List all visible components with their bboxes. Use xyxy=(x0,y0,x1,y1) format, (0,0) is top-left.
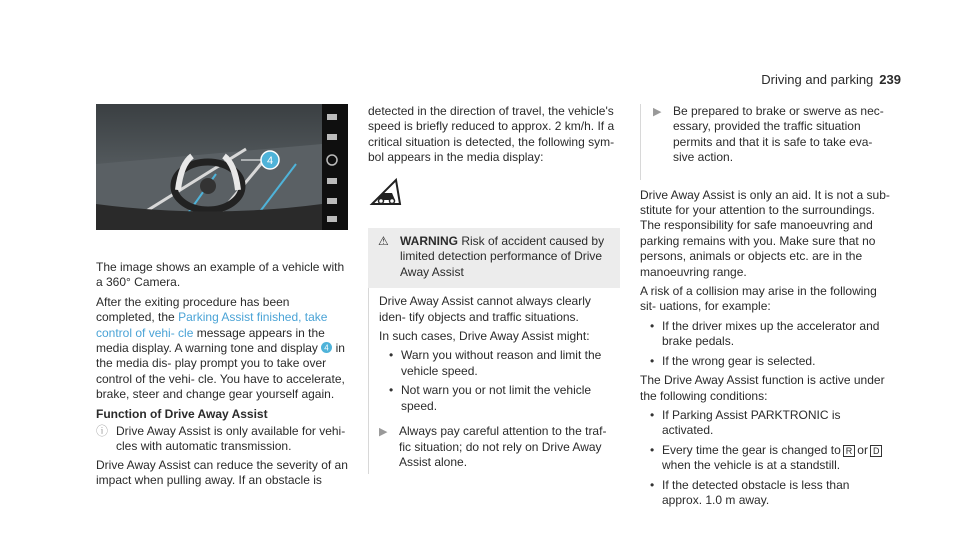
paragraph: The image shows an example of a vehicle with a 360° Camera. xyxy=(96,260,345,290)
camera-view-illustration xyxy=(96,104,348,230)
page-number: 239 xyxy=(879,72,901,87)
gear-d-key: D xyxy=(870,445,883,457)
list-item: • Not warn you or not limit the vehicle speed. xyxy=(393,383,610,414)
svg-text:4: 4 xyxy=(266,155,274,167)
page-header xyxy=(761,72,901,87)
camera-image xyxy=(96,104,348,230)
note-icon: ⓘ xyxy=(96,424,109,439)
arrow-icon: ▶ xyxy=(379,426,388,439)
section-heading: Function of Drive Away Assist xyxy=(96,406,268,421)
paragraph: Drive Away Assist is only an aid. It is not a sub- stitute for your attention to the surroundings. The responsibility for safe manoeuvring and parking remains with you. Make sure that no persons, animals or objects etc. are in the manoeuvring range. xyxy=(640,187,890,279)
column-2 xyxy=(368,104,620,474)
column-1 xyxy=(96,104,348,493)
paragraph: The Drive Away Assist function is active under the following conditions: xyxy=(640,373,885,403)
list-item: • If the driver mixes up the accelerator and brake pedals. xyxy=(654,319,892,350)
paragraph: After the exiting procedure has been completed, the Parking Assist finished, take control of vehi- cle message appears in the media display. A warning tone and display 4 in the media dis- play prompt you to take over control of the vehi- cle. You have to accelerate, brake, steer and change gear yourself again. xyxy=(96,294,345,402)
svg-text:4: 4 xyxy=(324,343,329,353)
warning-label: WARNING xyxy=(400,234,458,249)
list-item: • Every time the gear is changed to R or D when the vehicle is at a standstill. xyxy=(654,443,892,474)
gear-r-key: R xyxy=(843,445,856,457)
list-item: • Warn you without reason and limit the vehicle speed. xyxy=(393,348,610,379)
column-3 xyxy=(640,104,892,512)
warning-box xyxy=(368,228,620,288)
section-title: Driving and parking xyxy=(761,72,874,87)
paragraph: A risk of a collision may arise in the following sit- uations, for example: xyxy=(640,284,877,314)
paragraph: Drive Away Assist can reduce the severity of an impact when pulling away. If an obstacle is xyxy=(96,457,348,488)
car-collision-icon xyxy=(368,174,404,210)
arrow-icon: ▶ xyxy=(653,106,662,118)
list-item: • If the wrong gear is selected. xyxy=(654,354,892,369)
paragraph: detected in the direction of travel, the vehicle's speed is briefly reduced to approx. 2 km/h. If a critical situation is detected, the following sym- bol appears in the media display: xyxy=(368,104,615,165)
callout-icon xyxy=(321,342,332,353)
note: ⓘ Drive Away Assist is only available for vehi- cles with automatic transmission. xyxy=(96,424,346,454)
warning-body: Drive Away Assist cannot always clearly iden- tify objects and traffic situations. In such cases, Drive Away Assist might: • Warn you without reason and limit the vehicle speed. • Not warn you or not limit the vehicle speed. ▶ Always pay careful attention to the traf- fic situation; do not rely on Drive Away Assist alone. xyxy=(368,288,620,474)
bullet-list xyxy=(640,408,892,508)
bullet-list xyxy=(640,319,892,369)
list-item: • If Parking Assist PARKTRONIC is activated. xyxy=(654,408,892,439)
action-step: ▶ Always pay careful attention to the traf- fic situation; do not rely on Drive Away Assist alone. xyxy=(379,424,607,469)
obstacle-symbol xyxy=(368,170,620,228)
action-step: ▶ Be prepared to brake or swerve as nec- essary, provided the traffic situation permits and that it is safe to take eva- sive action. xyxy=(640,104,892,180)
bullet-list xyxy=(379,348,610,414)
warning-icon: ⚠ xyxy=(378,234,389,249)
warning-title: Risk of accident caused by limited detection performance of Drive Away Assist xyxy=(400,234,605,279)
list-item: • If the detected obstacle is less than approx. 1.0 m away. xyxy=(654,478,892,509)
display-message: Parking Assist finished, take control of vehi- cle xyxy=(96,310,328,340)
